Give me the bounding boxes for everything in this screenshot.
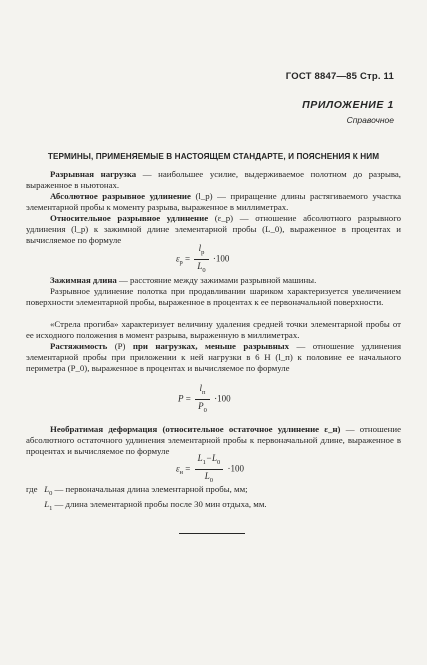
appendix-title: ПРИЛОЖЕНИЕ 1	[302, 99, 394, 111]
term-definition: — наибольшее усилие, выдерживаемое полотном до разрыва, выраженное в ньютонах.	[26, 169, 401, 191]
term-qualifier: при нагрузках, меньше разрывных	[125, 341, 290, 351]
note-paragraph	[26, 319, 401, 341]
term-name: Абсолютное разрывное удлинение	[50, 191, 191, 201]
appendix-subtitle: Справочное	[346, 115, 394, 125]
term-paragraph	[26, 341, 401, 374]
term-definition: — расстояние между зажимами разрывной машины.	[116, 275, 317, 285]
term-definition: — отношение абсолютного разрывного удлинения (l_p) к зажимной длине элементарной пробы (L_0), выраженное в процентах и вычисляемое по формуле	[26, 213, 401, 246]
term-name: Растяжимость	[50, 341, 108, 351]
term-definition: — приращение длины растягиваемого участка элементарной пробы к моменту разрыва, выраженное в миллиметрах.	[26, 191, 401, 213]
section-title: ТЕРМИНЫ, ПРИМЕНЯЕМЫЕ В НАСТОЯЩЕМ СТАНДАРТЕ, И ПОЯСНЕНИЯ К НИМ	[47, 152, 380, 161]
legend-prefix: где	[26, 484, 38, 494]
fraction: $\frac{l_п}{P_0}$	[195, 383, 210, 416]
term-definition: «Стрела прогиба» характеризует величину удаления средней точки элементарной пробы от ее исходного положения в момент разрыва, выраженную в миллиметрах.	[26, 319, 401, 341]
term-qualifier: (относительное остаточное удлинение ε_н)	[157, 424, 341, 434]
fraction: $\frac{L_1-L_0}{L_0}$	[195, 453, 224, 486]
term-paragraph	[26, 275, 401, 286]
term-definition: — отношение удлинения элементарной пробы при приложении к ней нагрузки в 6 Н (l_п) к половине ее начального периметра (P_0), выраженное в процентах и вычисляемое по формуле	[26, 341, 401, 374]
term-symbol: (l_p)	[190, 191, 213, 201]
term-symbol: (P)	[107, 341, 126, 351]
term-definition: — отношение абсолютного остаточного удлинения элементарной пробы к первоначальной длине, выраженное в процентах и вычисляемое по формуле	[26, 424, 401, 457]
term-name: Зажимная длина	[50, 275, 117, 285]
legend-row: $L_1$ — длина элементарной пробы после 30 мин отдыха, мм.	[44, 499, 267, 512]
formula-extensibility: P = $\frac{l_п}{P_0}$ ·100	[178, 383, 231, 414]
end-divider	[179, 533, 245, 534]
formula-irreversible-deformation: $\varepsilon_н$ = $\frac{L_1-L_0}{L_0}$ ·100	[176, 453, 244, 484]
formula-relative-elongation: $\varepsilon_р$ = $\frac{l_p}{L_0}$ ·100	[176, 243, 230, 274]
term-paragraph	[26, 213, 401, 246]
term-symbol: (ε_p)	[208, 213, 234, 223]
note-paragraph	[26, 286, 401, 308]
term-paragraph	[26, 169, 401, 191]
term-paragraph	[26, 191, 401, 213]
running-header: ГОСТ 8847—85 Стр. 11	[285, 71, 394, 82]
legend-row: где $L_0$ — первоначальная длина элементарной пробы, мм;	[26, 484, 248, 497]
symbol-legend	[26, 484, 401, 514]
term-name: Необратимая деформация	[50, 424, 158, 434]
term-name: Разрывная нагрузка	[50, 169, 137, 179]
term-definition: Разрывное удлинение полотка при продавливании шариком характеризуется увеличением поверхности элементарной пробы, выраженное в процентах к ее первоначальной поверхности.	[26, 286, 401, 308]
fraction: $\frac{l_p}{L_0}$	[194, 243, 208, 276]
term-name: Относительное разрывное удлинение	[50, 213, 209, 223]
